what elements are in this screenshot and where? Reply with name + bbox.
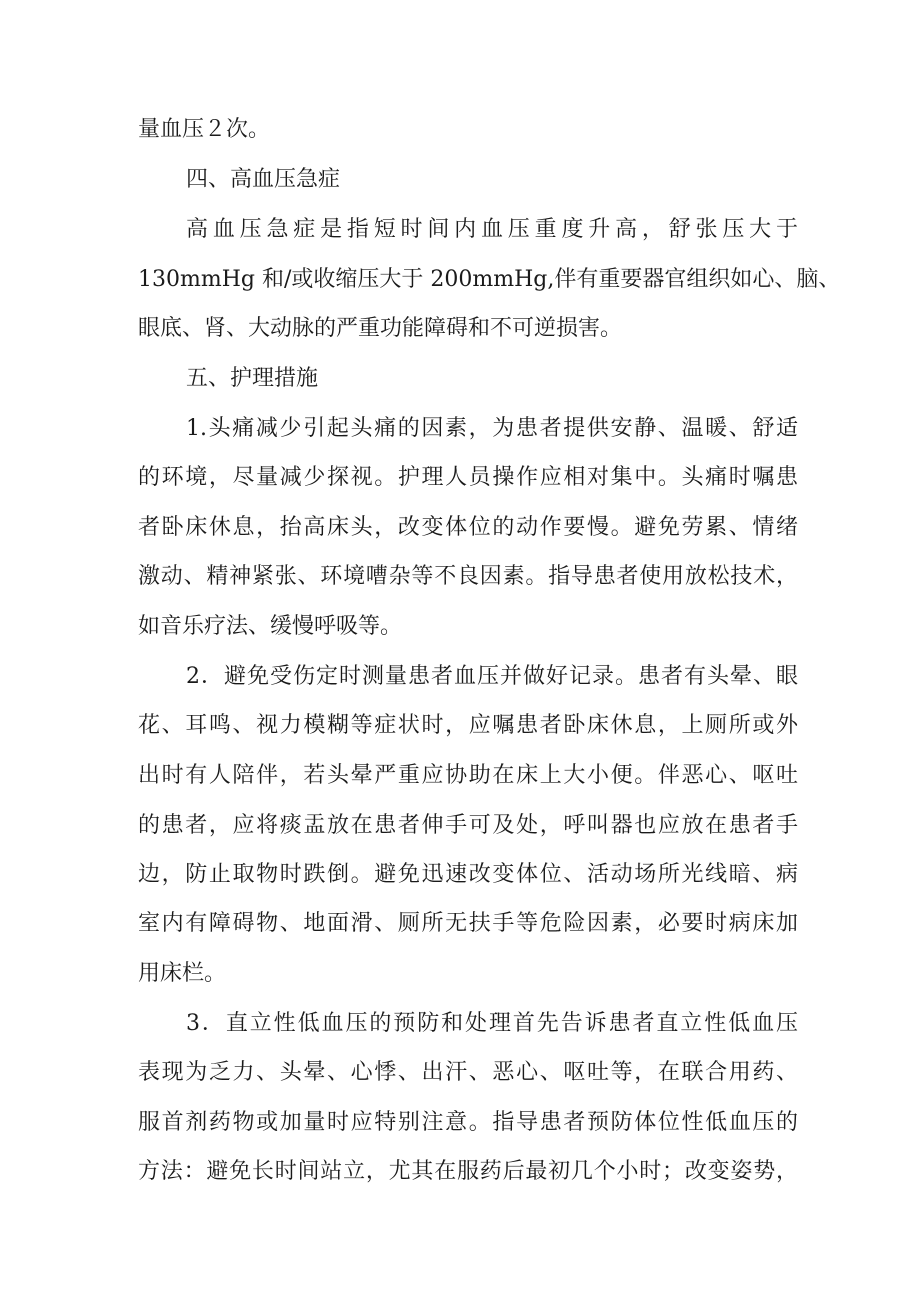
paragraph-line: 激动、精神紧张、环境嘈杂等不良因素。指导患者使用放松技术，: [138, 564, 798, 589]
paragraph-line: 出时有人陪伴，若头晕严重应协助在床上大小便。伴恶心、呕吐: [138, 763, 798, 788]
paragraph-line: 3．直立性低血压的预防和处理首先告诉患者直立性低血压: [186, 1011, 798, 1036]
paragraph-line: 高血压急症是指短时间内血压重度升高，舒张压大于: [186, 217, 798, 242]
paragraph-line: 眼底、肾、大动脉的严重功能障碍和不可逆损害。: [138, 316, 623, 341]
paragraph-line: 130mmHg 和/或收缩压大于 200mmHg,伴有重要器官组织如心、脑、: [138, 267, 841, 292]
paragraph-line: 1.头痛减少引起头痛的因素，为患者提供安静、温暖、舒适: [186, 416, 798, 441]
paragraph-line: 者卧床休息，抬高床头，改变体位的动作要慢。避免劳累、情绪: [138, 515, 798, 540]
paragraph-line: 如音乐疗法、缓慢呼吸等。: [138, 614, 403, 639]
paragraph-line: 室内有障碍物、地面滑、厕所无扶手等危险因素，必要时病床加: [138, 911, 798, 936]
paragraph-line: 服首剂药物或加量时应特别注意。指导患者预防体位性低血压的: [138, 1110, 798, 1135]
section-heading-hypertensive-emergency: 四、高血压急症: [186, 167, 341, 192]
paragraph-line: 量血压２次。: [138, 117, 271, 142]
paragraph-line: 用床栏。: [138, 961, 227, 986]
paragraph-line: 表现为乏力、头晕、心悸、出汗、恶心、呕吐等，在联合用药、: [138, 1060, 798, 1085]
paragraph-line: 2．避免受伤定时测量患者血压并做好记录。患者有头晕、眼: [186, 664, 798, 689]
paragraph-line: 边，防止取物时跌倒。避免迅速改变体位、活动场所光线暗、病: [138, 862, 798, 887]
paragraph-line: 的患者，应将痰盂放在患者伸手可及处，呼叫器也应放在患者手: [138, 813, 798, 838]
paragraph-line: 方法：避免长时间站立，尤其在服药后最初几个小时；改变姿势，: [138, 1159, 798, 1184]
paragraph-line: 花、耳鸣、视力模糊等症状时，应嘱患者卧床休息，上厕所或外: [138, 713, 798, 738]
paragraph-line: 的环境，尽量减少探视。护理人员操作应相对集中。头痛时嘱患: [138, 465, 798, 490]
section-heading-nursing-measures: 五、护理措施: [186, 366, 319, 391]
